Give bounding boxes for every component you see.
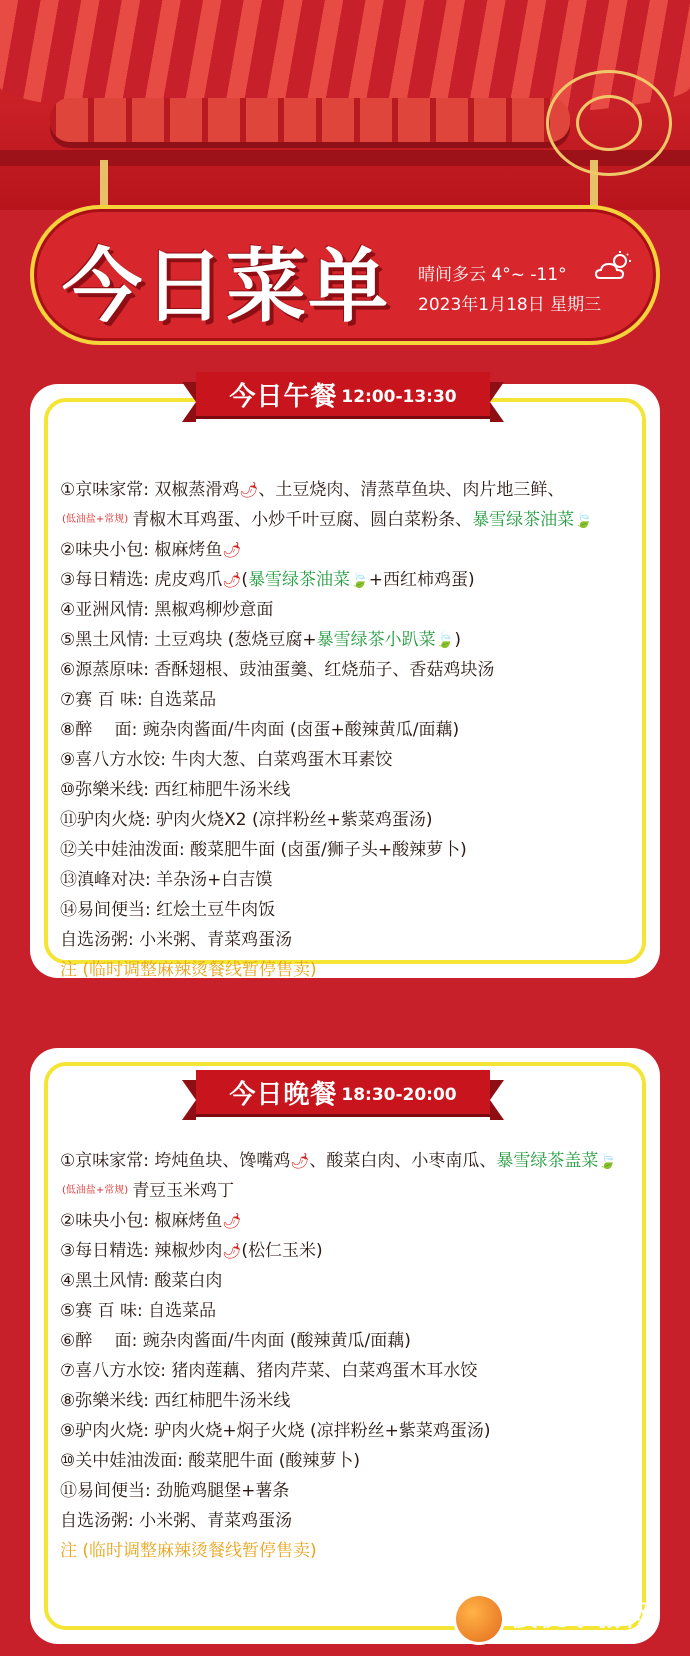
notice-text: 注 (临时调整麻辣烫餐线暂停售卖) (60, 1541, 317, 1561)
leaf-icon: 🍃 (598, 1152, 618, 1170)
menu-item (60, 1296, 650, 1326)
chili-icon: 🌶 (222, 1242, 242, 1260)
menu-item (60, 655, 650, 685)
menu-text: 自选汤粥: 小米粥、青菜鸡蛋汤 (60, 930, 293, 950)
dinner-tab (196, 1070, 490, 1114)
menu-item (60, 625, 650, 655)
menu-text: ④黑土风情: 酸菜白肉 (60, 1271, 223, 1291)
menu-item (60, 955, 650, 985)
menu-text: ⑬滇峰对决: 羊杂汤+白吉馍 (60, 870, 273, 890)
menu-item (60, 745, 650, 775)
menu-text: ⑪易间便当: 劲脆鸡腿堡+薯条 (60, 1481, 290, 1501)
menu-text: ⑨喜八方水饺: 牛肉大葱、白菜鸡蛋木耳素饺 (60, 750, 393, 770)
date-text: 2023年1月18日 星期三 (418, 295, 602, 315)
low-oil-tag: (低油盐+常规) (62, 514, 129, 525)
menu-text: ⑥源蒸原味: 香酥翅根、豉油蛋羹、红烧茄子、香菇鸡块汤 (60, 660, 495, 680)
lunch-tab-time: 12:00-13:30 (341, 387, 457, 407)
menu-text: ⑪驴肉火烧: 驴肉火烧X2 (凉拌粉丝+紫菜鸡蛋汤) (60, 810, 433, 830)
menu-text: ⑥醉 面: 豌杂肉酱面/牛肉面 (酸辣黄瓜/面藕) (60, 1331, 411, 1351)
chili-icon: 🌶 (239, 481, 259, 499)
menu-item (60, 685, 650, 715)
menu-text: ②味央小包: 椒麻烤鱼 (60, 540, 223, 560)
menu-text: ( (241, 570, 249, 590)
menu-item (60, 595, 650, 625)
partly-cloudy-icon (594, 250, 634, 282)
menu-text: ③每日精选: 虎皮鸡爪 (60, 570, 223, 590)
menu-text: ⑫关中娃油泼面: 酸菜肥牛面 (卤蛋/狮子头+酸辣萝卜) (60, 840, 467, 860)
menu-item (60, 715, 650, 745)
menu-item (60, 865, 650, 895)
roof-decoration (0, 0, 690, 210)
menu-text: 、酸菜白肉、小枣南瓜、 (309, 1151, 497, 1171)
menu-text: ⑨驴肉火烧: 驴肉火烧+焖子火烧 (凉拌粉丝+紫菜鸡蛋汤) (60, 1421, 491, 1441)
menu-text: ②味央小包: 椒麻烤鱼 (60, 1211, 223, 1231)
menu-item (60, 1356, 650, 1386)
menu-text: ⑤赛 百 味: 自选菜品 (60, 1301, 217, 1321)
menu-text: ①京味家常: 双椒蒸滑鸡 (60, 480, 240, 500)
menu-text: ③每日精选: 辣椒炒肉 (60, 1241, 223, 1261)
menu-item (60, 1536, 650, 1566)
dinner-tab-title: 今日晚餐 (229, 1079, 338, 1110)
featured-dish: 暴雪绿茶油菜 (472, 510, 575, 530)
menu-item (60, 1326, 650, 1356)
menu-item (60, 805, 650, 835)
chili-icon: 🌶 (290, 1152, 310, 1170)
low-oil-tag: (低油盐+常规) (62, 1185, 129, 1196)
menu-item (60, 775, 650, 805)
menu-text: (松仁玉米) (241, 1241, 323, 1261)
menu-text: ④亚洲风情: 黑椒鸡柳炒意面 (60, 600, 274, 620)
menu-text: ⑭易间便当: 红烩土豆牛肉饭 (60, 900, 276, 920)
menu-text: 青椒木耳鸡蛋、小炒千叶豆腐、圆白菜粉条、 (132, 510, 473, 530)
menu-text: ⑩关中娃油泼面: 酸菜肥牛面 (酸辣萝卜) (60, 1451, 361, 1471)
menu-item (60, 1446, 650, 1476)
leaf-icon: 🍃 (574, 511, 593, 529)
menu-item (60, 505, 650, 535)
menu-item (60, 535, 650, 565)
menu-text: ⑧醉 面: 豌杂肉酱面/牛肉面 (卤蛋+酸辣黄瓜/面藕) (60, 720, 460, 740)
menu-text: +西红柿鸡蛋) (368, 570, 475, 590)
menu-text: ) (454, 630, 461, 650)
menu-item (60, 1176, 650, 1206)
menu-item (60, 925, 650, 955)
leaf-icon: 🍃 (350, 571, 369, 589)
menu-text: ⑩弥樂米线: 西红柿肥牛汤米线 (60, 780, 291, 800)
lunch-tab (196, 372, 490, 416)
logo-name: 樱桃手游网 (510, 1599, 656, 1632)
chili-icon: 🌶 (222, 1212, 242, 1230)
page-title: 今日菜单 (62, 240, 390, 333)
menu-text: 自选汤粥: 小米粥、青菜鸡蛋汤 (60, 1511, 293, 1531)
menu-item (60, 1386, 650, 1416)
menu-text: ①京味家常: 垮炖鱼块、馋嘴鸡 (60, 1151, 291, 1171)
menu-item (60, 1146, 650, 1176)
leaf-icon: 🍃 (435, 631, 455, 649)
auspicious-cloud-icon (576, 95, 642, 151)
notice-text: 注 (临时调整麻辣烫餐线暂停售卖) (60, 960, 317, 980)
cherry-logo-icon (456, 1596, 502, 1642)
menu-text: ⑧弥樂米线: 西红柿肥牛汤米线 (60, 1391, 291, 1411)
menu-item (60, 1266, 650, 1296)
menu-item (60, 1236, 650, 1266)
featured-dish: 暴雪绿茶盖菜 (496, 1151, 599, 1171)
lunch-menu-list (60, 475, 650, 985)
menu-text: ⑤黑土风情: 土豆鸡块 (葱烧豆腐+ (60, 630, 317, 650)
featured-dish: 暴雪绿茶小趴菜 (316, 630, 436, 650)
menu-item (60, 895, 650, 925)
menu-text: ⑦喜八方水饺: 猪肉莲藕、猪肉芹菜、白菜鸡蛋木耳水饺 (60, 1361, 478, 1381)
menu-item (60, 1476, 650, 1506)
dinner-tab-time: 18:30-20:00 (341, 1085, 457, 1105)
menu-text: 青豆玉米鸡丁 (132, 1181, 235, 1201)
site-logo[interactable] (456, 1592, 686, 1652)
menu-item (60, 475, 650, 505)
menu-item (60, 1416, 650, 1446)
weather-text: 晴间多云 4°~ -11° (418, 265, 567, 285)
logo-subtitle: YINGTAOSHOUYOUWANG (514, 1630, 645, 1640)
menu-item (60, 1506, 650, 1536)
pillar (100, 160, 108, 210)
lunch-tab-title: 今日午餐 (229, 381, 338, 412)
menu-item (60, 1206, 650, 1236)
menu-item (60, 565, 650, 595)
menu-text: 、土豆烧肉、清蒸草鱼块、肉片地三鲜、 (258, 480, 565, 500)
chili-icon: 🌶 (222, 541, 242, 559)
dinner-menu-list (60, 1146, 650, 1566)
roof-tiles (50, 98, 570, 142)
featured-dish: 暴雪绿茶油菜 (248, 570, 351, 590)
menu-item (60, 835, 650, 865)
chili-icon: 🌶 (222, 571, 242, 589)
menu-text: ⑦赛 百 味: 自选菜品 (60, 690, 217, 710)
